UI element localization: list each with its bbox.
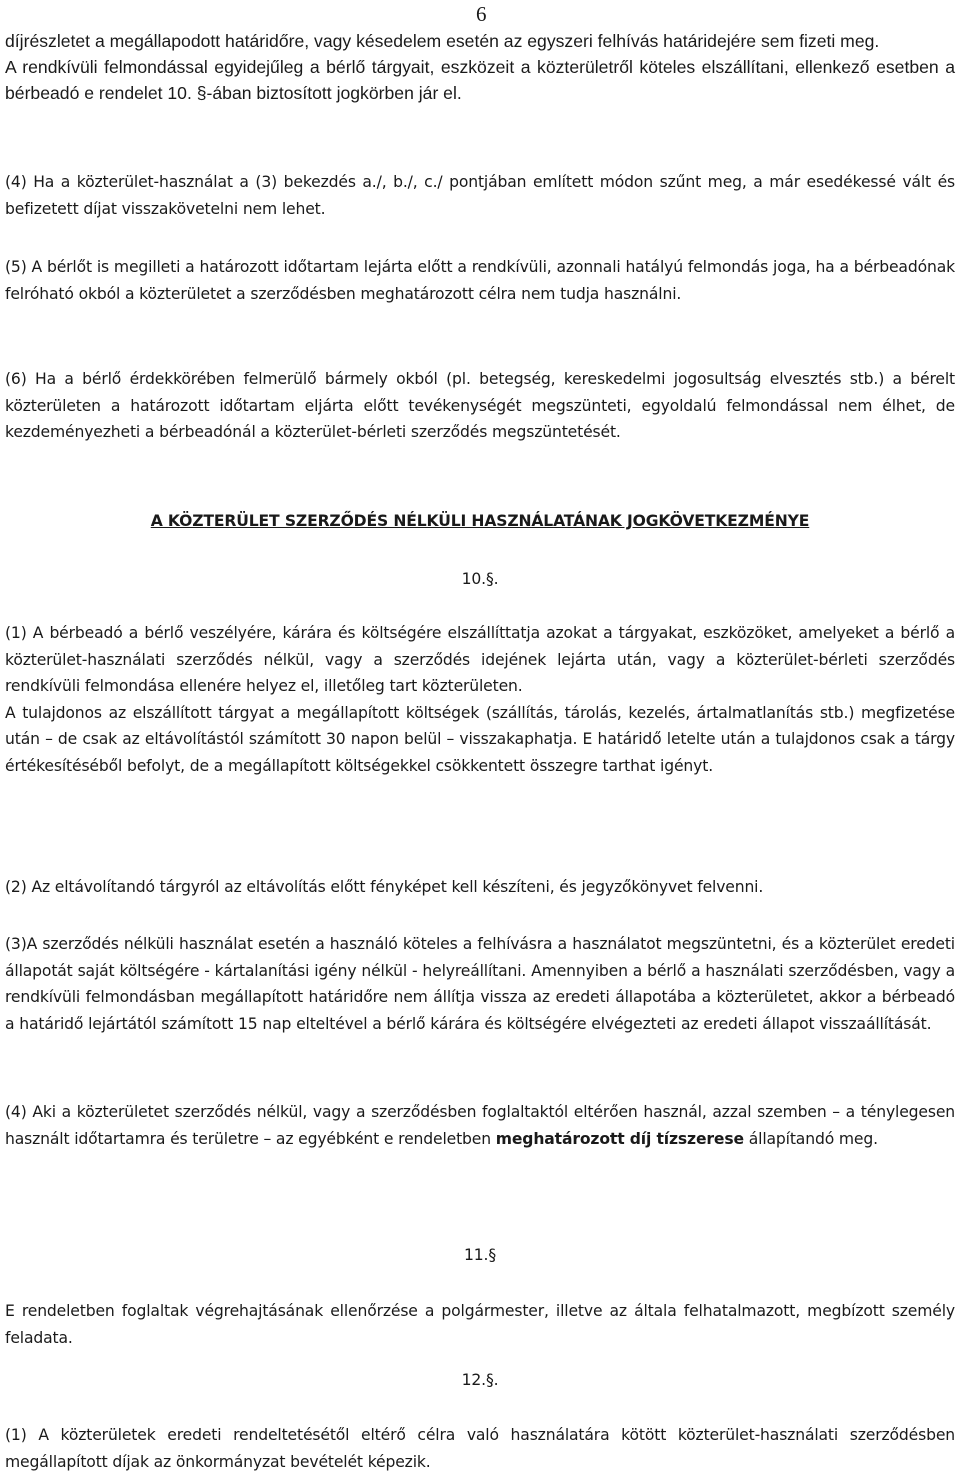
section-10-title: 10.§. [461, 570, 499, 588]
section-10-p1b: A tulajdonos az elszállított tárgyat a megállapított költségek (szállítás, tárolás, kezelés, ártalmatlanítás stb.) megfizetése után – de csak az eltávolítástól számított 30 napon belül – visszakaphatja. E határidő letelte után a tulajdonos csak a tárgy értékesítéséből befolyt, de a megállapított költségekkel csökkentett összegre tarthat igényt. [5, 703, 955, 775]
intro-paragraph-2: A rendkívüli felmondással egyidejűleg a bérlő tárgyait, eszközeit a közterületről köteles elszállítani, ellenkező esetben a bérbeadó e rendelet 10. §-ában biztosított jogkörben jár el. [5, 57, 955, 103]
section-11-paragraph: E rendeletben foglaltak végrehajtásának ellenőrzése a polgármester, illetve az általa felhatalmazott, megbízott személy feladata. [5, 1302, 955, 1347]
paragraph-4: (4) Ha a közterület-használat a (3) bekezdés a./, b./, c./ pontjában említett módon szűnt meg, a már esedékessé vált és befizetett díjat visszakövetelni nem lehet. [5, 173, 955, 218]
section-10-p4-bold: meghatározott díj tízszerese [495, 1129, 744, 1148]
document-page [5, 0, 955, 1476]
section-12-title: 12.§. [461, 1371, 499, 1389]
section-10-paragraph-4 [5, 1099, 955, 1152]
section-10-p1a: (1) A bérbeadó a bérlő veszélyére, kárára és költségére elszállíttatja azokat a tárgyakat, eszközöket, amelyeket a bérlő a közterület-használati szerződés nélkül, vagy a szerződés idejének lejárta után, vagy a közterület-bérleti szerződés rendkívüli felmondása ellenére helyez el, illetőleg tart közterületen. [5, 624, 955, 695]
paragraph-6: (6) Ha a bérlő érdekkörében felmerülő bármely okból (pl. betegség, kereskedelmi jogosultság elvesztés stb.) a bérelt közterületen a határozott időtartam eljárta előtt tevékenységét megszünteti, egyoldalú felmondással nem élhet, de kezdeményezheti a bérbeadónál a közterület-bérleti szerződés megszüntetését. [5, 370, 955, 441]
page-number: 6 [476, 2, 487, 26]
section-10-p4-pre: (4) Aki a közterületet szerződés nélkül, vagy a szerződésben foglaltaktól eltérően használ, azzal szemben – a ténylegesen használt időtartamra és területre – az egyébként e rendeletben [5, 1103, 955, 1148]
section-10-paragraph-2: (2) Az eltávolítandó tárgyról az eltávolítás előtt fényképet kell készíteni, és jegyzőkönyvet felvenni. [5, 878, 764, 896]
intro-paragraph-1: díjrészletet a megállapodott határidőre, vagy késedelem esetén az egyszeri felhívás határidejére sem fizeti meg. [5, 31, 880, 51]
section-10-p4-post: állapítandó meg. [748, 1129, 878, 1148]
section-10-paragraph-3: (3)A szerződés nélküli használat esetén a használó köteles a felhívásra a használatot megszüntetni, és a közterület eredeti állapotát saját költségére - kártalanítási igény nélkül - helyreállítani. Amennyiben a bérlő a használati szerződésben, vagy a rendkívüli felmondásban megállapított határidőre nem állítja vissza az eredeti állapotába a közterületet, akkor a bérbeadó a határidő lejártától számított 15 nap elteltével a bérlő kárára és költségére elvégezteti az eredeti állapot visszaállítását. [5, 935, 955, 1033]
section-10-paragraph-1 [5, 620, 955, 779]
paragraph-5: (5) A bérlőt is megilleti a határozott időtartam lejárta előtt a rendkívüli, azonnali hatályú felmondás joga, ha a bérbeadónak felróható okból a közterületet a szerződésben meghatározott célra nem tudja használni. [5, 258, 955, 303]
section-11-title: 11.§ [464, 1246, 496, 1264]
intro-block [5, 28, 955, 106]
section-heading: A KÖZTERÜLET SZERZŐDÉS NÉLKÜLI HASZNÁLATÁNAK JOGKÖVETKEZMÉNYE [150, 512, 810, 530]
section-12-paragraph-1: (1) A közterületek eredeti rendeltetésétől eltérő célra való használatára kötött közterület-használati szerződésben megállapított díjak az önkormányzat bevételét képezik. [5, 1426, 955, 1471]
